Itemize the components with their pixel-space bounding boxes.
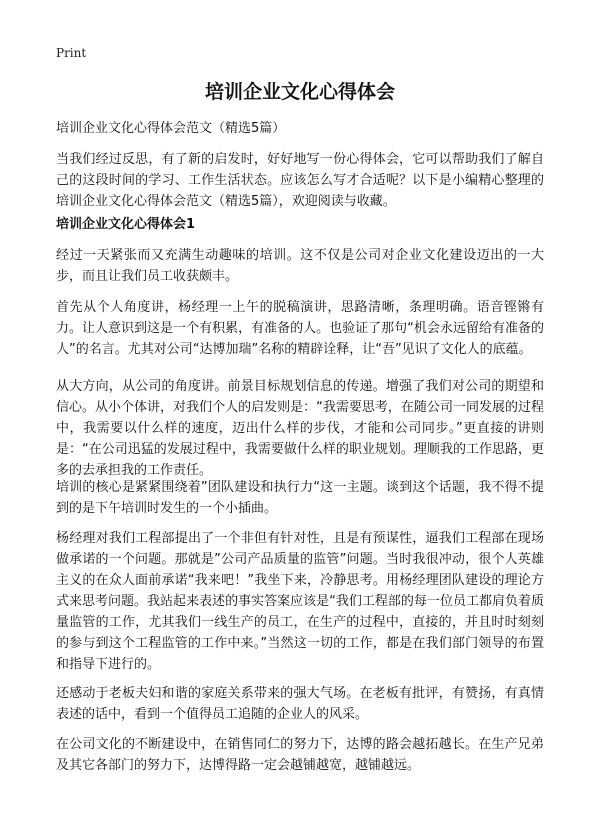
print-link[interactable]: Print: [56, 46, 87, 60]
page-title: 培训企业文化心得体会: [204, 81, 395, 103]
paragraph-7: 在公司文化的不断建设中，在销售同仁的努力下，达博的路会越拓越长。在生产兄弟及其它各部门的努力下，达博得路一定会越铺越宽，越铺越远。: [56, 737, 544, 773]
paragraph-4: 培训的核心是紧紧围绕着”团队建设和执行力“这一主题。谈到这个话题，我不得不提到的是下午培训时发生的一个小插曲。: [56, 480, 544, 516]
section-heading: 培训企业文化心得体会1: [56, 217, 196, 232]
paragraph-3: 从大方向，从公司的角度讲。前景目标规划信息的传递。增强了我们对公司的期望和信心。从小个体讲，对我们个人的启发则是：“我需要思考，在随公司一同发展的过程中，我需要以什么样的速度，迈出什么样的步伐，才能和公司同步。”更直接的讲则是：“在公司迅猛的发展过程中，我需要做什么样的职业规划。理顺我的工作思路，更多的去承担我的工作责任。: [56, 379, 544, 478]
paragraph-2: 首先从个人角度讲，杨经理一上午的脱稿演讲，思路清晰，条理明确。语音铿锵有力。让人意识到这是一个有积累，有准备的人。也验证了那句“机会永远留给有准备的人”的名言。尤其对公司“达博加瑞”名称的精辟诠释，让“吾”见识了文化人的底蕴。: [56, 300, 544, 357]
paragraph-1: 经过一天紧张而又充满生动趣味的培训。这不仅是公司对企业文化建设迈出的一大步，而且让我们员工收获颇丰。: [56, 248, 544, 284]
paragraph-6: 还感动于老板夫妇和谐的家庭关系带来的强大气场。在老板有批评，有赞扬，有真情表述的话中，看到一个值得员工追随的企业人的风采。: [56, 686, 544, 722]
paragraph-5: 杨经理对我们工程部提出了一个非但有针对性，且是有预谋性，逼我们工程部在现场做承诺的一个问题。那就是”公司产品质量的监管”问题。当时我很冲动，很个人英雄主义的在众人面前承诺“我来吧！”我坐下来，冷静思考。用杨经理团队建设的理论方式来思考问题。我站起来表述的事实答案应该是“我们工程部的每一位员工都肩负着质量监管的工作，尤其我们一线生产的员工，在生产的过程中，直接的，并且时时刻刻的参与到这个工程监管的工作中来。”当然这一切的工作，都是在我们部门领导的布置和指导下进行的。: [56, 531, 544, 672]
subtitle: 培训企业文化心得体会范文（精选5篇）: [56, 121, 286, 136]
intro-paragraph: 当我们经过反思，有了新的启发时，好好地写一份心得体会，它可以帮助我们了解自己的这段时间的学习、工作生活状态。应该怎么写才合适呢？以下是小编精心整理的培训企业文化心得体会范文（精选5篇），欢迎阅读与收藏。: [56, 152, 544, 209]
